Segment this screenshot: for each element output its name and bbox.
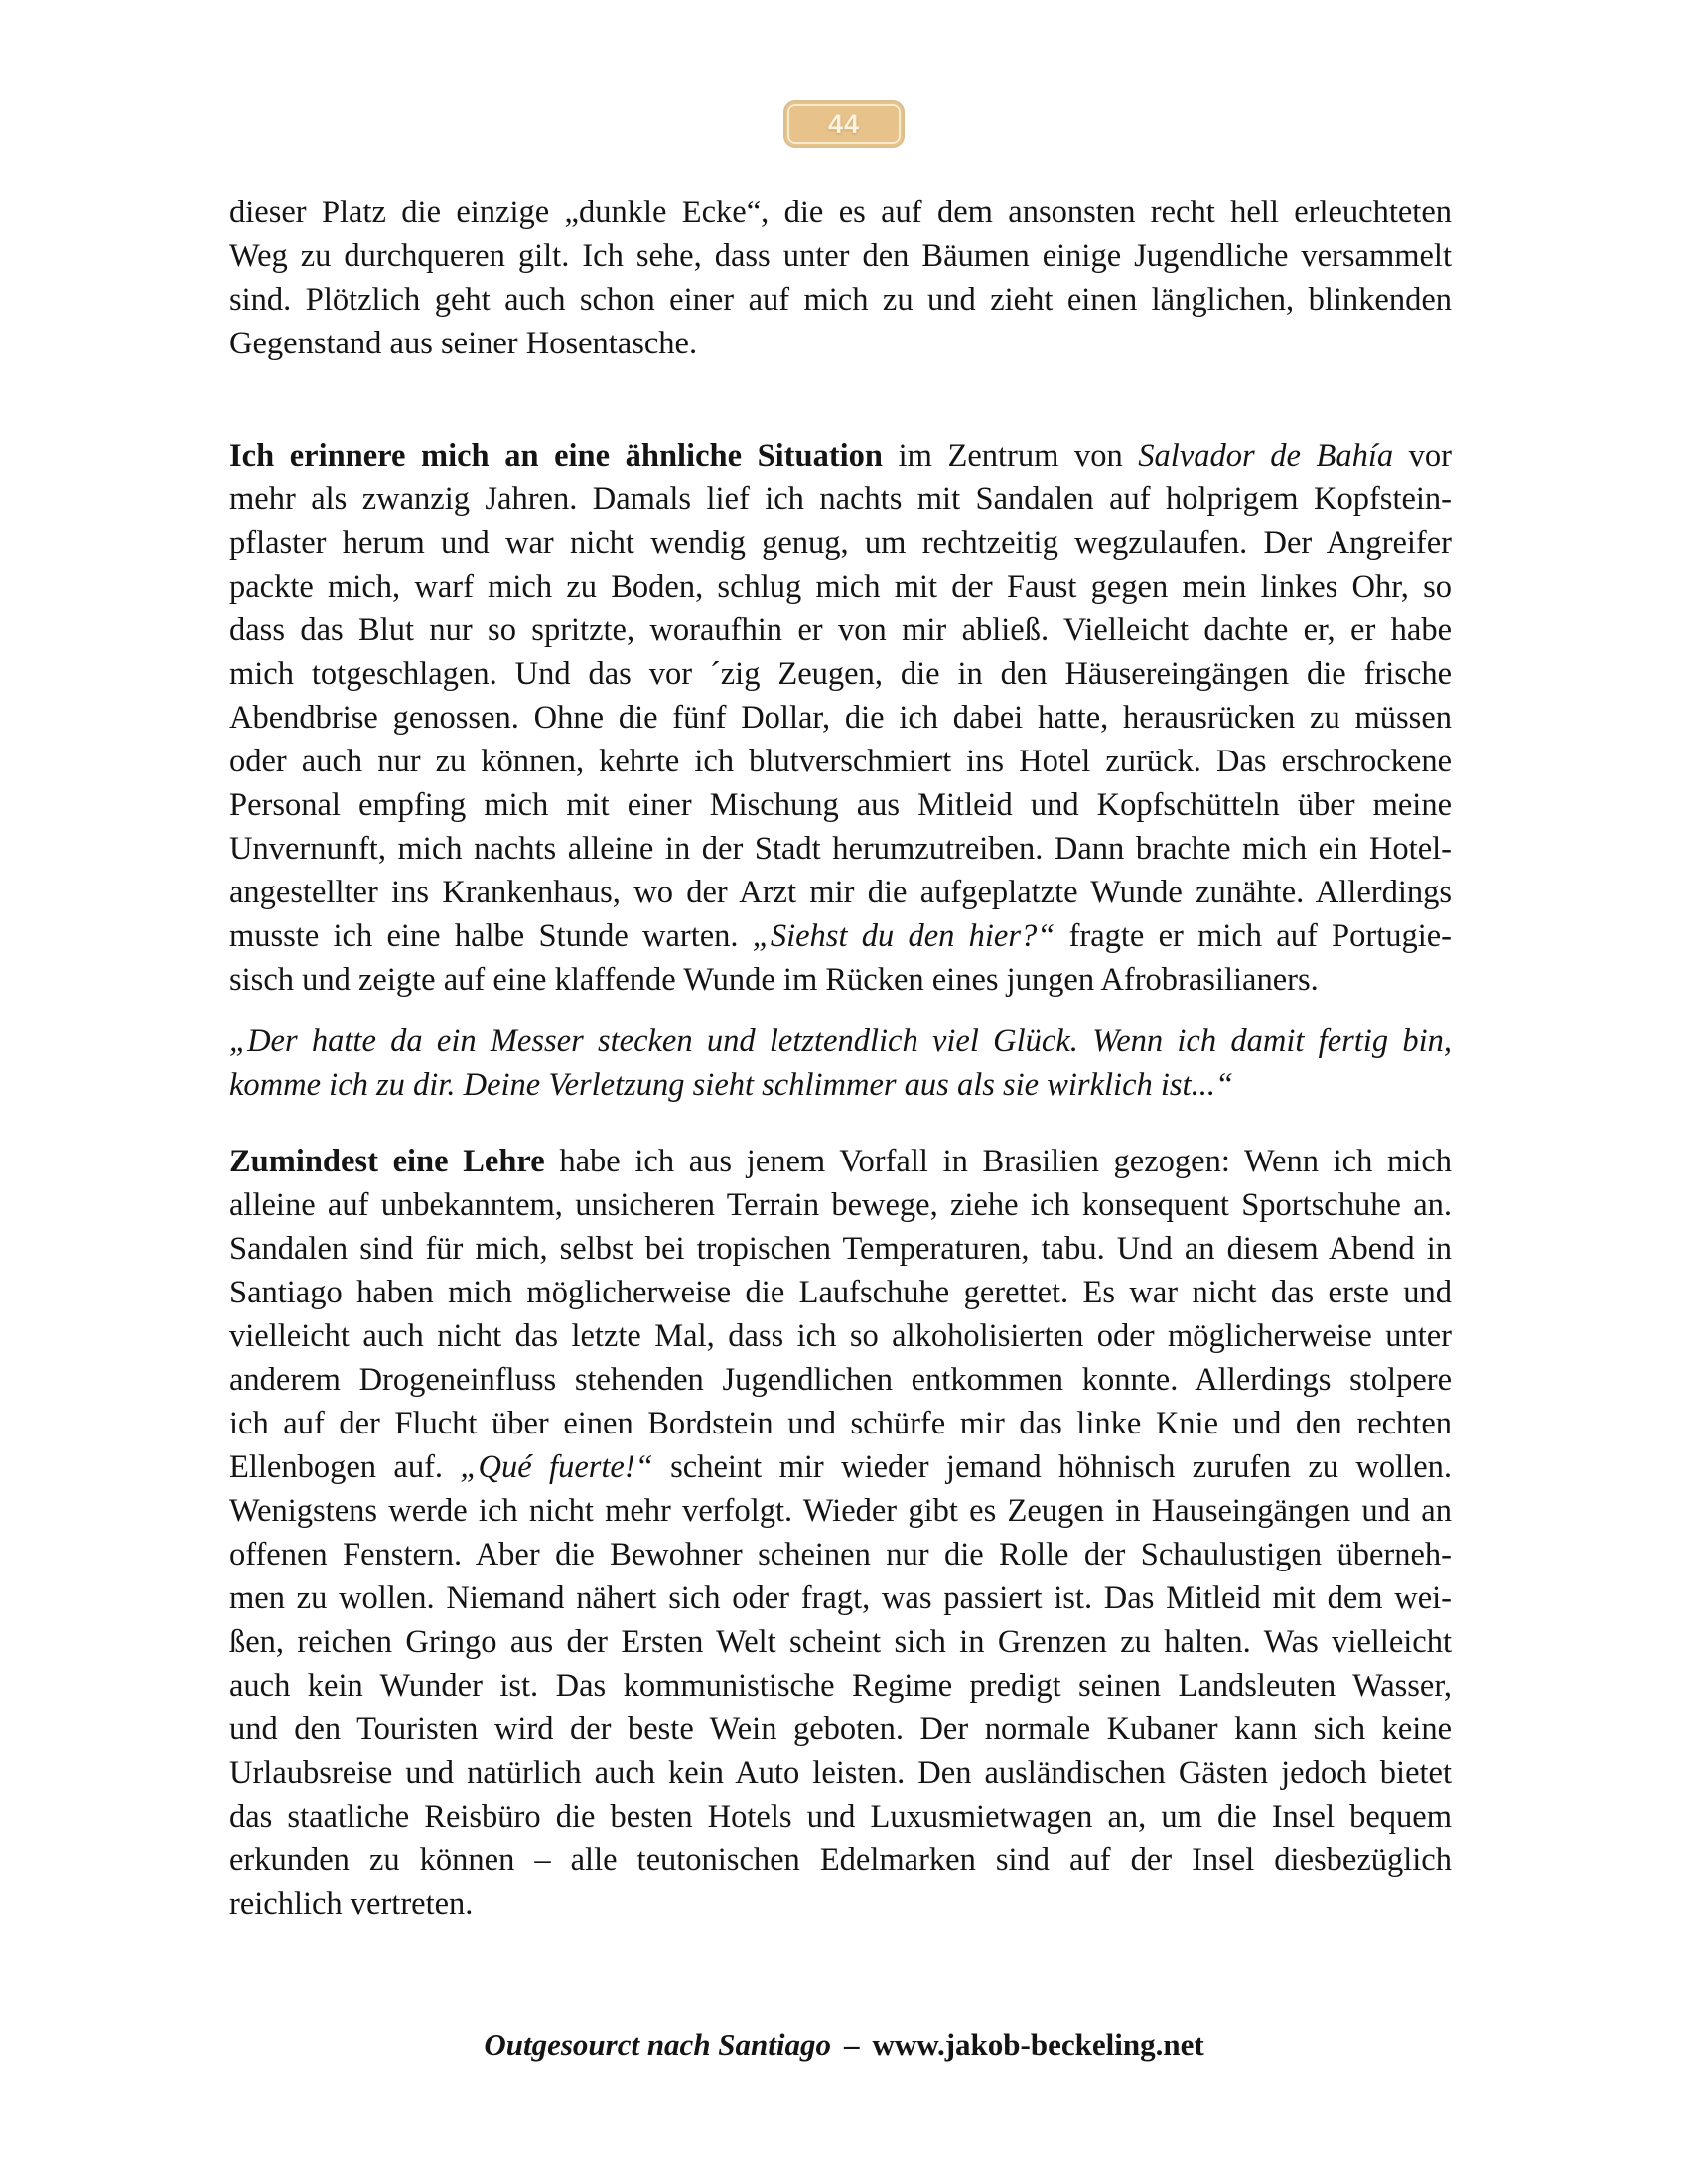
quote-paragraph (229, 1020, 1452, 1107)
text-line: Urlaubsreise und natürlich auch kein Auto leisten. Den ausländischen Gästen jedoch bietet (229, 1755, 1452, 1791)
page-number-badge (783, 100, 905, 148)
text-line: und den Touristen wird der beste Wein geboten. Der normale Kubaner kann sich keine (229, 1711, 1452, 1747)
text-line: anderem Drogeneinfluss stehenden Jugendlichen entkommen konnte. Allerdings stolpere (229, 1362, 1452, 1398)
text-line: vielleicht auch nicht das letzte Mal, dass ich so alkoholisierten oder möglicherweise unter (229, 1318, 1452, 1354)
text-line: Wenigstens werde ich nicht mehr verfolgt. Wieder gibt es Zeugen in Hauseingängen und an (229, 1493, 1452, 1529)
paragraph (229, 1140, 1452, 1926)
text-line: men zu wollen. Niemand nähert sich oder fragt, was passiert ist. Das Mitleid mit dem wei- (229, 1580, 1452, 1616)
text-line: Unvernunft, mich nachts alleine in der Stadt herumzutreiben. Dann brachte mich ein Hotel- (229, 831, 1452, 867)
text-line: Ich erinnere mich an eine ähnliche Situation im Zentrum von Salvador de Bahía vor (229, 438, 1453, 474)
text-line: packte mich, warf mich zu Boden, schlug mich mit der Faust gegen mein linkes Ohr, so (229, 569, 1452, 605)
text-line: angestellter ins Krankenhaus, wo der Arzt mir die aufgeplatzte Wunde zunähte. Allerdings (229, 875, 1452, 910)
text-line: sisch und zeigte auf eine klaffende Wunde im Rücken eines jungen Afrobrasilianers. (229, 962, 1319, 998)
text-line: Sandalen sind für mich, selbst bei tropischen Temperaturen, tabu. Und an diesem Abend in (229, 1231, 1452, 1267)
text-line: Santiago haben mich möglicherweise die Laufschuhe gerettet. Es war nicht das erste und (229, 1275, 1452, 1310)
text-line: Personal empfing mich mit einer Mischung aus Mitleid und Kopfschütteln über meine (229, 787, 1452, 823)
text-line: komme ich zu dir. Deine Verletzung sieht schlimmer aus als sie wirklich ist...“ (229, 1067, 1234, 1103)
text-column (229, 191, 1452, 1926)
text-line: Gegenstand aus seiner Hosentasche. (229, 326, 698, 361)
text-line: offenen Fenstern. Aber die Bewohner scheinen nur die Rolle der Schaulustigen überneh- (229, 1537, 1452, 1572)
page-number: 44 (827, 108, 861, 139)
text-line: ßen, reichen Gringo aus der Ersten Welt scheint sich in Grenzen zu halten. Was vielleicht (229, 1624, 1452, 1660)
footer (0, 2027, 1688, 2063)
text-line: Weg zu durchqueren gilt. Ich sehe, dass unter den Bäumen einige Jugendliche versammelt (229, 238, 1452, 274)
text-line: dass das Blut nur so spritzte, woraufhin er von mir abließ. Vielleicht dachte er, er habe (229, 613, 1452, 648)
text-line: alleine auf unbekanntem, unsicheren Terrain bewege, ziehe ich konsequent Sportschuhe an. (229, 1187, 1452, 1223)
text-line: „Der hatte da ein Messer stecken und letztendlich viel Glück. Wenn ich damit fertig bin, (229, 1024, 1452, 1059)
footer-website: www.jakob-beckeling.net (872, 2027, 1204, 2062)
text-line: dieser Platz die einzige „dunkle Ecke“, die es auf dem ansonsten recht hell erleuchteten (229, 195, 1452, 230)
text-line: mehr als zwanzig Jahren. Damals lief ich nachts mit Sandalen auf holprigem Kopfstein- (229, 481, 1452, 517)
text-line: sind. Plötzlich geht auch schon einer auf mich zu und zieht einen länglichen, blinkenden (229, 282, 1452, 318)
text-line: musste ich eine halbe Stunde warten. „Siehst du den hier?“ fragte er mich auf Portugie- (229, 918, 1452, 954)
text-line: reichlich vertreten. (229, 1886, 474, 1922)
text-line: Ellenbogen auf. „Qué fuerte!“ scheint mir wieder jemand höhnisch zurufen zu wollen. (229, 1449, 1452, 1485)
text-line: auch kein Wunder ist. Das kommunistische Regime predigt seinen Landsleuten Wasser, (229, 1668, 1452, 1704)
footer-book-title: Outgesourct nach Santiago (484, 2027, 832, 2062)
paragraph (229, 191, 1452, 365)
text-line: oder auch nur zu können, kehrte ich blutverschmiert ins Hotel zurück. Das erschrockene (229, 744, 1452, 779)
footer-separator: – (844, 2027, 860, 2062)
text-line: Zumindest eine Lehre habe ich aus jenem Vorfall in Brasilien gezogen: Wenn ich mich (229, 1144, 1452, 1179)
text-line: ich auf der Flucht über einen Bordstein und schürfe mir das linke Knie und den rechten (229, 1406, 1452, 1441)
text-line: das staatliche Reisbüro die besten Hotels und Luxusmietwagen an, um die Insel bequem (229, 1799, 1452, 1835)
text-line: Abendbrise genossen. Ohne die fünf Dollar, die ich dabei hatte, herausrücken zu müssen (229, 700, 1452, 736)
text-line: mich totgeschlagen. Und das vor ´zig Zeugen, die in den Häusereingängen die frische (229, 656, 1452, 692)
text-line: pflaster herum und war nicht wendig genug, um rechtzeitig wegzulaufen. Der Angreifer (229, 525, 1452, 561)
paragraph (229, 434, 1452, 1002)
text-line: erkunden zu können – alle teutonischen Edelmarken sind auf der Insel diesbezüglich (229, 1843, 1452, 1878)
